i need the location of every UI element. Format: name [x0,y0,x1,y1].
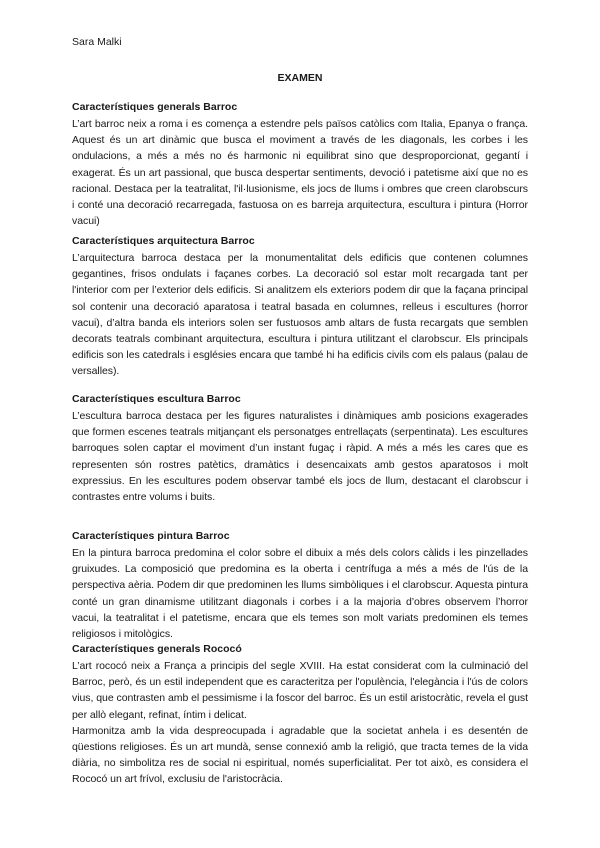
section-paragraph: L’arquitectura barroca destaca per la monumentalitat dels edificis que contenen columnes gegantines, frisos ondulats i façanes corbes. La decoració sol estar molt recargada tant per l'interior com per l’exterior dels edificis. Si analitzem els exteriors podem dir que la façana principal sol contenir una decoració aparatosa i teatral basada en columnes, relleus i escultures (horror vacui), d’altra banda els interiors solen ser fustuosos amb altars de fusta recargats que semblen decorats teatrals combinant arquitectura, escultura i pintura utilitzant el clarobscur. Els principals edificis son les catedrals i esglésies encara que també hi ha edificis civils com els palaus (palau de versalles). [72,252,528,378]
section-paragraph: L’art rococó neix a França a principis del segle XVIII. Ha estat considerat com la culminació del Barroc, però, és un estil independent que es caracteritza per l'opulència, l'elegància i l'ús de colors vius, que contrasten amb el pessimisme i la foscor del barroc. És un estil aristocràtic, revela el gust per allò elegant, refinat, íntim i delicat. [72,660,528,721]
section-heading: Característiques generals Barroc [72,101,238,113]
author-name: Sara Malki [72,36,122,48]
section-barroc-pintura [72,529,528,642]
section-rococo-general [72,642,528,788]
section-heading: Característiques generals Rococó [72,643,242,655]
document-title: EXAMEN [277,72,323,84]
section-heading: Característiques escultura Barroc [72,393,241,405]
section-heading: Característiques pintura Barroc [72,530,230,542]
section-barroc-general [72,100,528,229]
section-barroc-arquitectura [72,234,528,380]
section-paragraph: Harmonitza amb la vida despreocupada i agradable que la societat anhela i es desentén de qüestions religioses. És un art mundà, sense connexió amb la religió, que tracta temes de la vida diària, no simbolitza res de social ni espiritual, només superficialitat. Per tot això, es considera el Rococó un art frívol, exclusiu de l'aristocràcia. [72,724,528,786]
section-paragraph: L’art barroc neix a roma i es comença a estendre pels països catòlics com Italia, Epanya o frança. Aquest és un art dinàmic que busca el moviment a través de les diagonals, les corbes i les ondulacions, a més a més no és harmonic ni equilibrat sino que desproporcionat, gegantí i exagerat. És un art passional, que busca despertar sentiments, devoció i patetisme així que no es racional. Destaca per la teatralitat, l'il·lusionisme, els jocs de llums i ombres que creen clarobscurs i conté una decoració recarregada, fastuosa on es barreja arquitectura, escultura i pintura (Horror vacui) [72,118,528,228]
section-heading: Característiques arquitectura Barroc [72,235,255,247]
section-barroc-escultura [72,392,528,505]
section-paragraph: En la pintura barroca predomina el color sobre el dibuix a més dels colors càlids i les pinzellades gruixudes. La composició que predomina es la oberta i centrífuga a més a més de l'ús de la perspectiva aèria. Podem dir que predominen les llums simbòliques i el clarobscur. Aquesta pintura conté un gran dinamisme utilitzant diagonals i corbes i a la majoria d’obres observem l’horror vacui, la teatralitat i el patetisme, encara que els temes son molt variats predominen els temes religiosos i mitològics. [72,547,528,641]
section-paragraph: L’escultura barroca destaca per les figures naturalistes i dinàmiques amb posicions exagerades que formen escenes teatrals mitjançant els personatges entrellaçats (serpentinata). Les escultures barroques solen captar el moviment d’un instant fugaç i ràpid. A més a més les cares que es representen són rostres patètics, dramàtics i desencaixats amb gestos aparatosos i molt expressius. En les escultures podem observar també els jocs de llum, destacant el clarobscur i contrastes entre volums i buits. [72,410,528,504]
